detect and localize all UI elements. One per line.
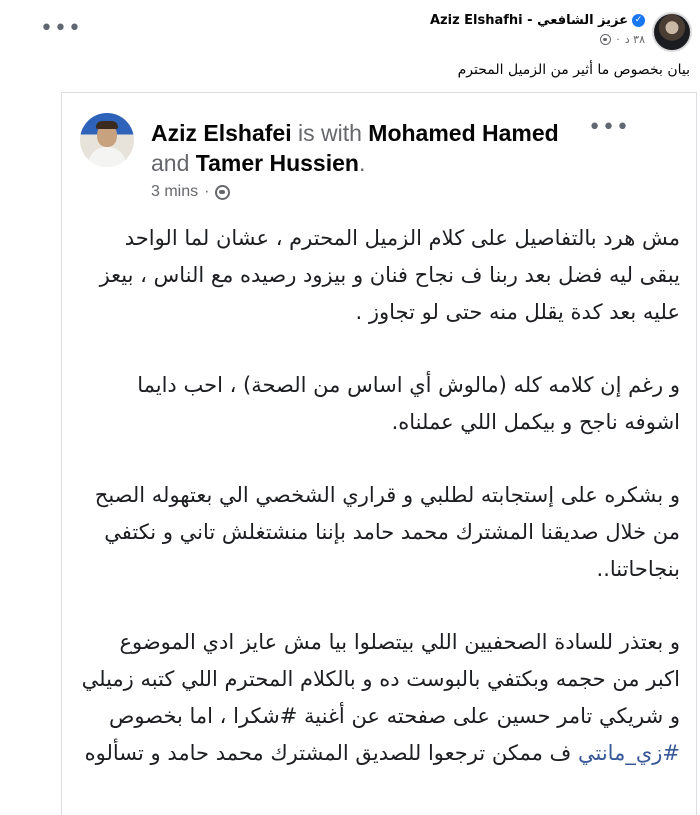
- shared-post-body: [80, 220, 680, 808]
- outer-author-avatar[interactable]: [652, 12, 692, 52]
- post-paragraph-tail: ف ممكن ترجعوا للصديق المشترك محمد حامد و تسألوه: [84, 741, 572, 765]
- shared-post-card: [61, 92, 697, 815]
- post-paragraph: و بشكره على إستجابته لطلبي و قراري الشخصي الي بعتهوله الصبح من خلال صديقنا المشترك محمد حامد بإننا منشتغلش تاني و نكتفي بنجاحاتنا..: [94, 483, 680, 581]
- outer-author-row: [430, 13, 645, 28]
- outer-author-name[interactable]: Aziz Elshafhi - عزيز الشافعي: [429, 13, 628, 28]
- outer-post-header: [0, 0, 700, 88]
- meta-dot: ·: [204, 183, 210, 200]
- post-paragraph: مش هرد بالتفاصيل على كلام الزميل المحترم ، عشان لما الواحد يبقى ليه فضل بعد ربنا ف نجاح فنان و بيزود رصيده مع الناس ، بيعز عليه بعد كدة يقلل منه حتى لو تجاوز .: [99, 226, 680, 324]
- post-paragraph-text: و بعتذر للسادة الصحفيين اللي بيتصلوا بيا مش عايز ادي الموضوع اكبر من حجمه وبكتفي بالبوست ده و بالكلام المحترم اللي كتبه زميلي و شريكي تامر حسين على صفحته عن أغنية #شكرا ، اما بخصوص: [81, 630, 680, 728]
- title-period: .: [358, 150, 366, 176]
- shared-post-title: [151, 118, 621, 178]
- shared-post-meta: [151, 183, 230, 201]
- shared-post-time[interactable]: 3 mins: [151, 183, 199, 200]
- post-paragraph-last: [80, 624, 680, 772]
- hashtag-link[interactable]: #زي_مانتي: [577, 741, 680, 765]
- outer-post-caption: بيان بخصوص ما أثير من الزميل المحترم: [457, 62, 690, 78]
- outer-post-meta: [600, 33, 645, 46]
- shared-author-avatar[interactable]: [80, 113, 134, 167]
- post-paragraph: و رغم إن كلامه كله (مالوش أي اساس من الصحة) ، احب دايما اشوفه ناجح و بيكمل اللي عملناه.: [137, 373, 680, 434]
- meta-separator: ·: [616, 33, 620, 46]
- verified-badge-icon: ✓: [632, 14, 645, 27]
- with-text: is with: [291, 120, 369, 146]
- tagged-user-1[interactable]: Mohamed Hamed: [368, 120, 559, 146]
- shared-author-name[interactable]: Aziz Elshafei: [151, 120, 292, 146]
- tagged-user-2[interactable]: Tamer Hussien: [195, 150, 359, 176]
- globe-icon: [215, 185, 230, 200]
- outer-post-time[interactable]: ٣٨ د: [624, 33, 645, 46]
- globe-icon: [600, 34, 611, 45]
- shared-more-icon[interactable]: •••: [588, 115, 630, 140]
- outer-more-icon[interactable]: •••: [40, 16, 82, 41]
- and-text: and: [151, 150, 196, 176]
